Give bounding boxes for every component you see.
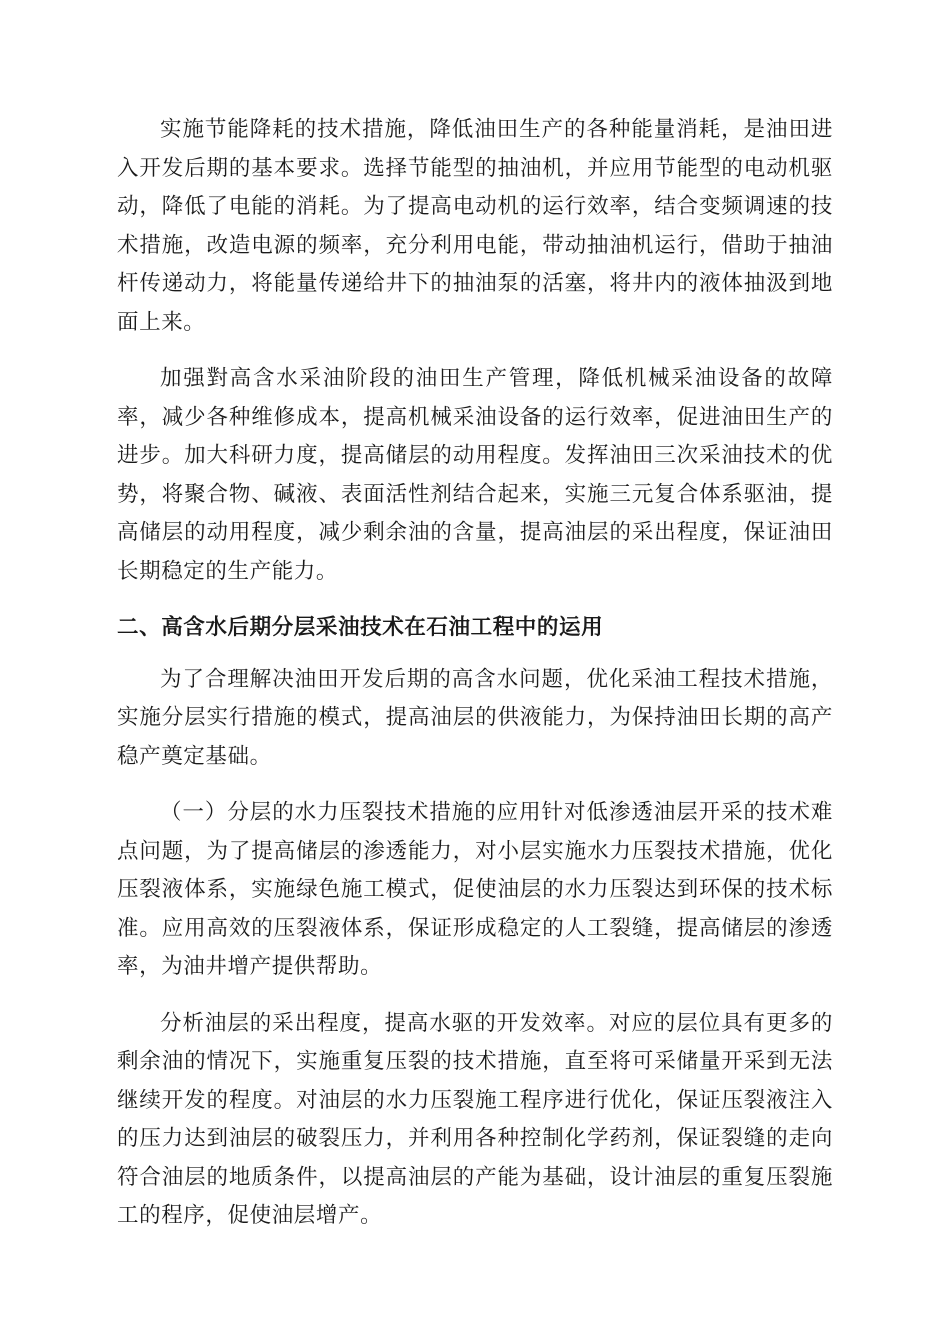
document-page <box>117 111 833 1254</box>
paragraph-hydraulic-fracturing: （一）分层的水力压裂技术措施的应用针对低渗透油层开采的技术难点问题，为了提高储层的渗透能力，对小层实施水力压裂技术措施，优化压裂液体系，实施绿色施工模式，促使油层的水力压裂达到环保的技术标准。应用高效的压裂液体系，保证形成稳定的人工裂缝，提高储层的渗透率，为油井增产提供帮助。 <box>117 800 833 979</box>
section-heading: 二、高含水后期分层采油技术在石油工程中的运用 <box>117 615 604 640</box>
paragraph-repeat-fracturing: 分析油层的采出程度，提高水驱的开发效率。对应的层位具有更多的剩余油的情况下，实施重复压裂的技术措施，直至将可采储量开采到无法继续开发的程度。对油层的水力压裂施工程序进行优化，保证压裂液注入的压力达到油层的破裂压力，并利用各种控制化学药剂，保证裂缝的走向符合油层的地质条件，以提高油层的产能为基础，设计油层的重复压裂施工的程序，促使油层增产。 <box>117 1010 833 1228</box>
paragraph-intro-layered: 为了合理解决油田开发后期的高含水问题，优化采油工程技术措施，实施分层实行措施的模式，提高油层的供液能力，为保持油田长期的高产稳产奠定基础。 <box>117 666 833 769</box>
paragraph-production-management: 加强對高含水采油阶段的油田生产管理，降低机械采油设备的故障率，减少各种维修成本，提高机械采油设备的运行效率，促进油田生产的进步。加大科研力度，提高储层的动用程度。发挥油田三次采油技术的优势，将聚合物、碱液、表面活性剂结合起来，实施三元复合体系驱油，提高储层的动用程度，减少剩余油的含量，提高油层的采出程度，保证油田长期稳定的生产能力。 <box>117 366 833 584</box>
paragraph-energy-saving: 实施节能降耗的技术措施，降低油田生产的各种能量消耗，是油田进入开发后期的基本要求。选择节能型的抽油机，并应用节能型的电动机驱动，降低了电能的消耗。为了提高电动机的运行效率，结合变频调速的技术措施，改造电源的频率，充分利用电能，带动抽油机运行，借助于抽油杆传递动力，将能量传递给井下的抽油泵的活塞，将井内的液体抽汲到地面上来。 <box>117 117 833 335</box>
